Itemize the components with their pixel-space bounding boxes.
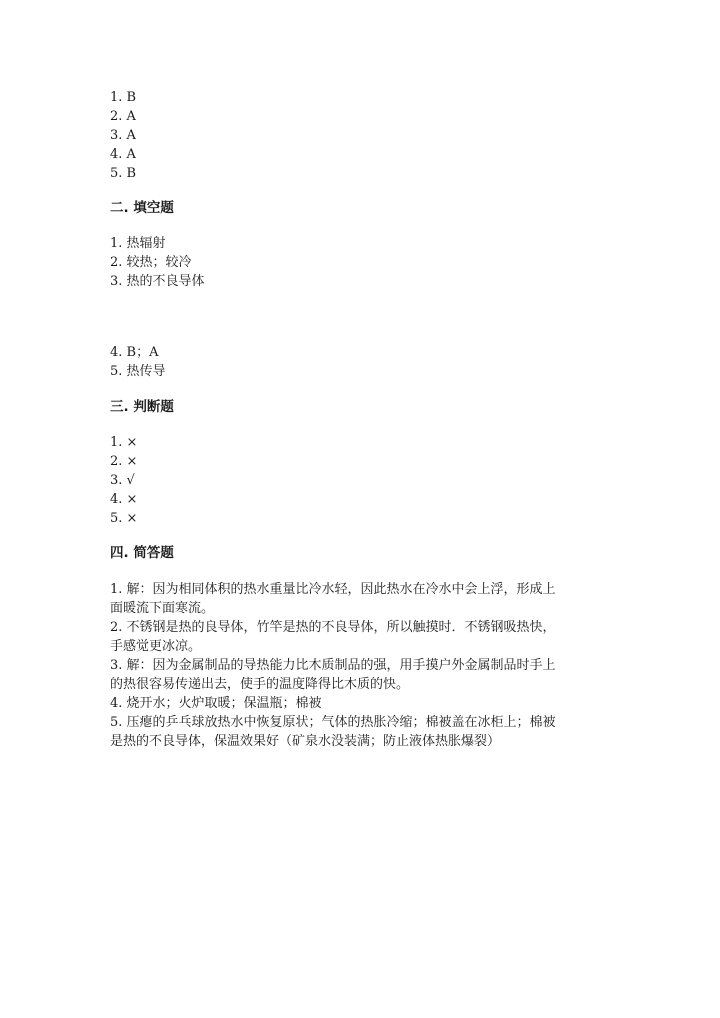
short-answer-line: 2. 不锈钢是热的良导体，竹竿是热的不良导体，所以触摸时．不锈钢吸热快， xyxy=(110,620,556,635)
judgement-answer-2: 2. × xyxy=(110,454,138,469)
choice-answer-3: 3. A xyxy=(110,128,136,143)
judgement-answer-4: 4. × xyxy=(110,492,138,507)
fill-answer-3: 3. 热的不良导体 xyxy=(110,274,205,289)
section-heading-short-answer: 四. 简答题 xyxy=(110,545,174,561)
fill-answer-5: 5. 热传导 xyxy=(110,364,166,379)
short-answer-line: 3. 解：因为金属制品的导热能力比木质制品的强，用手摸户外金属制品时手上 xyxy=(110,658,556,673)
section-heading-judgement: 三. 判断题 xyxy=(110,399,174,415)
short-answer-line: 手感觉更冰凉。 xyxy=(110,639,202,654)
short-answer-line: 1. 解：因为相同体积的热水重量比冷水轻，因此热水在冷水中会上浮，形成上 xyxy=(110,582,556,597)
short-answer-line: 的热很容易传递出去，使手的温度降得比木质的快。 xyxy=(110,677,410,692)
choice-answer-2: 2. A xyxy=(110,109,136,124)
fill-answer-4: 4. B；A xyxy=(110,345,159,360)
short-answer-line: 5. 压瘪的乒乓球放热水中恢复原状；气体的热胀冷缩；棉被盖在冰柜上；棉被 xyxy=(110,715,556,730)
short-answer-line: 4. 烧开水；火炉取暖；保温瓶；棉被 xyxy=(110,696,322,711)
fill-answer-1: 1. 热辐射 xyxy=(110,236,166,251)
section-heading-fill-blank: 二. 填空题 xyxy=(110,200,174,216)
choice-answer-4: 4. A xyxy=(110,147,136,162)
short-answer-line: 面暖流下面寒流。 xyxy=(110,601,215,616)
choice-answer-1: 1. B xyxy=(110,90,137,105)
judgement-answer-1: 1. × xyxy=(110,435,138,450)
judgement-answer-3: 3. √ xyxy=(110,473,135,488)
short-answer-line: 是热的不良导体，保温效果好（矿泉水没装满；防止液体热胀爆裂） xyxy=(110,734,501,749)
fill-answer-2: 2. 较热；较冷 xyxy=(110,255,192,270)
choice-answer-5: 5. B xyxy=(110,166,137,181)
judgement-answer-5: 5. × xyxy=(110,511,138,526)
